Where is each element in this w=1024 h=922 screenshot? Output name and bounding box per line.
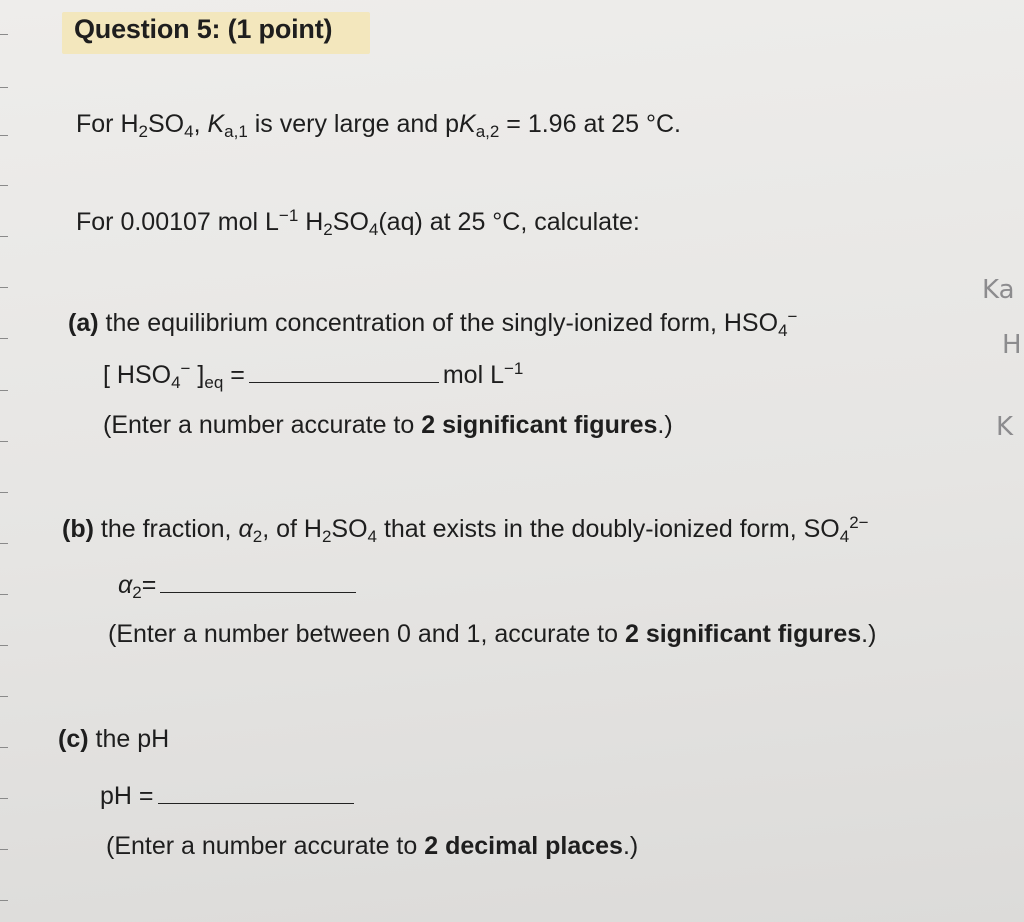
pencil-note: Ka bbox=[982, 275, 1015, 305]
hint-emphasis: 2 significant figures bbox=[624, 620, 862, 648]
part-label: (c) bbox=[58, 725, 89, 753]
intro-text: SO bbox=[332, 208, 369, 236]
subscript: 2 bbox=[252, 527, 263, 546]
part-text: that exists in the doubly-ionized form, SO bbox=[377, 515, 840, 543]
part-b-hint bbox=[108, 619, 876, 649]
subscript: 4 bbox=[367, 527, 377, 546]
margin-line bbox=[0, 287, 8, 288]
part-b-question bbox=[62, 514, 869, 544]
intro-text: H bbox=[298, 208, 324, 236]
intro-text: is very large and p bbox=[247, 110, 460, 138]
answer-blank-b[interactable] bbox=[160, 591, 356, 593]
subscript: 4 bbox=[184, 122, 194, 141]
margin-line bbox=[0, 900, 8, 901]
subscript: 2 bbox=[132, 583, 142, 602]
answer-label: = bbox=[223, 361, 245, 389]
part-text: SO bbox=[331, 515, 368, 543]
subscript: 4 bbox=[368, 220, 379, 239]
hint-emphasis: 2 significant figures bbox=[421, 411, 658, 439]
margin-line bbox=[0, 849, 8, 850]
intro-line-1 bbox=[76, 109, 681, 139]
margin-line bbox=[0, 441, 8, 442]
margin-line bbox=[0, 594, 8, 595]
unit-label: mol L bbox=[442, 361, 504, 389]
superscript: − bbox=[787, 307, 798, 326]
answer-label: [ HSO bbox=[103, 361, 172, 389]
superscript: −1 bbox=[278, 206, 299, 225]
margin-line bbox=[0, 338, 8, 339]
part-text: the pH bbox=[88, 725, 170, 753]
intro-text: , bbox=[193, 110, 208, 138]
part-b-answer-row bbox=[118, 570, 360, 600]
hint-text: (Enter a number accurate to bbox=[106, 832, 425, 860]
question-title: Question 5: (1 point) bbox=[74, 14, 333, 44]
ka-symbol: K bbox=[459, 110, 476, 138]
intro-text: For H bbox=[76, 110, 139, 138]
alpha-symbol: α bbox=[238, 515, 253, 543]
answer-blank-a[interactable] bbox=[249, 381, 439, 383]
margin-line bbox=[0, 696, 8, 697]
part-text: the fraction, bbox=[93, 515, 239, 543]
answer-label: = bbox=[141, 571, 157, 599]
margin-line bbox=[0, 798, 8, 799]
pencil-note: K bbox=[996, 412, 1014, 442]
margin-line bbox=[0, 543, 8, 544]
superscript: − bbox=[180, 359, 191, 378]
part-a-hint bbox=[103, 410, 673, 440]
answer-label: ] bbox=[190, 361, 205, 389]
part-c-question bbox=[58, 724, 169, 754]
hint-text: (Enter a number accurate to bbox=[103, 411, 422, 439]
margin-line bbox=[0, 185, 8, 186]
part-label: (b) bbox=[62, 515, 94, 543]
pencil-note: H bbox=[1002, 330, 1022, 360]
answer-label: pH = bbox=[100, 782, 154, 810]
hint-text: .) bbox=[657, 411, 673, 439]
part-a-answer-row bbox=[103, 360, 523, 390]
margin-line bbox=[0, 645, 8, 646]
subscript: 4 bbox=[778, 321, 788, 340]
part-c-answer-row bbox=[100, 781, 358, 811]
part-text: , of H bbox=[262, 515, 322, 543]
subscript: 2 bbox=[321, 527, 332, 546]
margin-line bbox=[0, 492, 8, 493]
margin-line bbox=[0, 236, 8, 237]
part-a-question bbox=[68, 308, 797, 338]
subscript: 4 bbox=[839, 527, 850, 546]
subscript: a,2 bbox=[475, 122, 500, 141]
answer-blank-c[interactable] bbox=[158, 802, 354, 804]
intro-text: For 0.00107 mol L bbox=[76, 208, 279, 236]
margin-line bbox=[0, 390, 8, 391]
part-text: the equilibrium concentration of the singly-ionized form, HSO bbox=[98, 309, 779, 337]
hint-text: (Enter a number between 0 and 1, accurate to bbox=[108, 620, 625, 648]
subscript: a,1 bbox=[224, 122, 248, 141]
part-c-hint bbox=[106, 831, 638, 861]
intro-line-2 bbox=[76, 207, 640, 237]
hint-emphasis: 2 decimal places bbox=[424, 832, 623, 860]
superscript: −1 bbox=[504, 359, 524, 378]
subscript: 2 bbox=[323, 220, 333, 239]
subscript: eq bbox=[204, 373, 224, 392]
ka-symbol: K bbox=[207, 110, 225, 138]
margin-line bbox=[0, 34, 8, 35]
part-label: (a) bbox=[68, 309, 99, 337]
superscript: 2− bbox=[849, 513, 869, 532]
hint-text: .) bbox=[861, 620, 877, 648]
margin-line bbox=[0, 135, 8, 136]
intro-text: = 1.96 at 25 °C. bbox=[499, 110, 681, 138]
margin-line bbox=[0, 87, 8, 88]
alpha-symbol: α bbox=[118, 571, 133, 599]
subscript: 2 bbox=[138, 122, 148, 141]
intro-text: SO bbox=[147, 110, 185, 138]
margin-line bbox=[0, 747, 8, 748]
hint-text: .) bbox=[622, 832, 639, 860]
intro-text: (aq) at 25 °C, calculate: bbox=[378, 208, 640, 236]
subscript: 4 bbox=[171, 373, 181, 392]
